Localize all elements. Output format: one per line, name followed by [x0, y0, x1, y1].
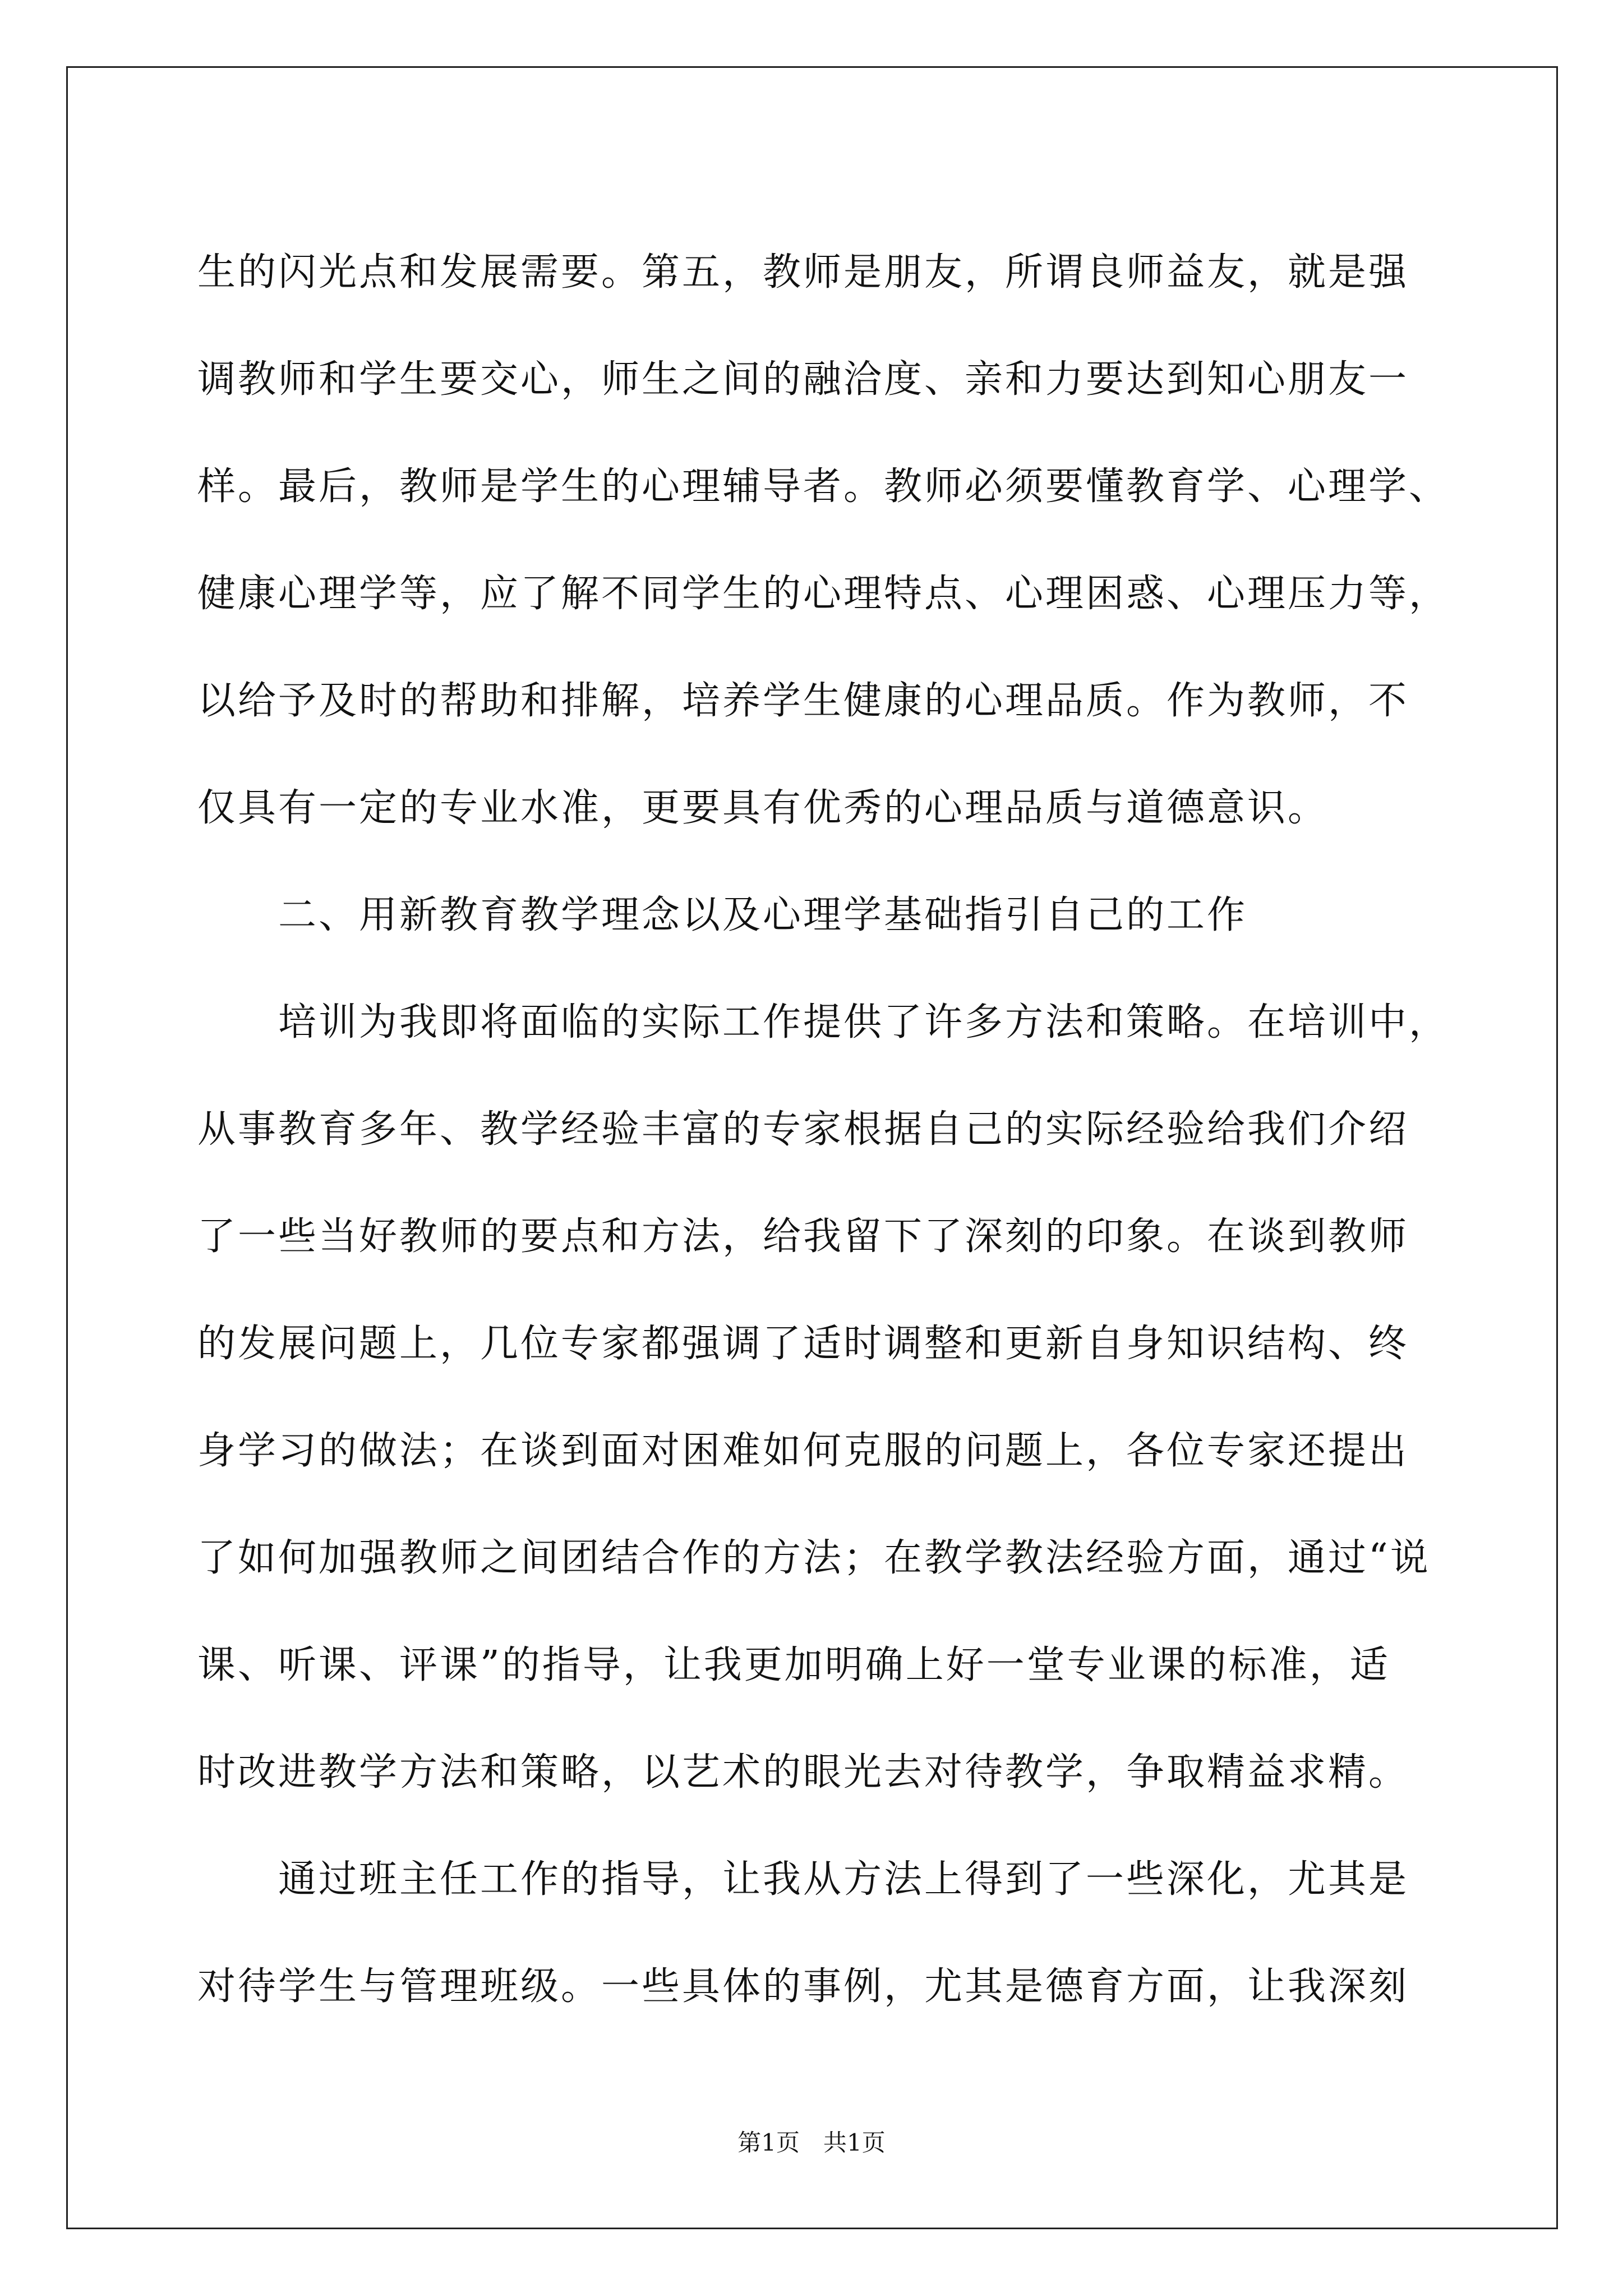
text-line: 时改进教学方法和策略，以艺术的眼光去对待教学，争取精益求精。 [197, 1750, 1409, 1795]
text-line: 培训为我即将面临的实际工作提供了许多方法和策略。在培训中， [197, 1000, 1450, 1045]
text-line: 对待学生与管理班级。一些具体的事例，尤其是德育方面，让我深刻 [197, 1964, 1409, 2009]
text-line: 的发展问题上，几位专家都强调了适时调整和更新自身知识结构、终 [197, 1322, 1409, 1366]
text-line: 从事教育多年、教学经验丰富的专家根据自己的实际经验给我们介绍 [197, 1107, 1409, 1152]
page-footer: 第1页 共1页 [737, 2129, 886, 2156]
text-line: 仅具有一定的专业水准，更要具有优秀的心理品质与道德意识。 [197, 786, 1329, 830]
text-line: 了一些当好教师的要点和方法，给我留下了深刻的印象。在谈到教师 [197, 1214, 1409, 1259]
section-heading: 二、用新教育教学理念以及心理学基础指引自己的工作 [197, 893, 1248, 937]
document-body [197, 219, 1450, 2040]
text-line: 生的闪光点和发展需要。第五，教师是朋友，所谓良师益友，就是强 [197, 250, 1409, 295]
text-line: 样。最后，教师是学生的心理辅导者。教师必须要懂教育学、心理学、 [197, 464, 1450, 509]
text-line: 以给予及时的帮助和排解，培养学生健康的心理品质。作为教师，不 [197, 679, 1409, 723]
text-line: 身学习的做法；在谈到面对困难如何克服的问题上，各位专家还提出 [197, 1429, 1409, 1473]
text-line: 调教师和学生要交心，师生之间的融洽度、亲和力要达到知心朋友一 [197, 357, 1409, 402]
text-line: 通过班主任工作的指导，让我从方法上得到了一些深化，尤其是 [197, 1857, 1409, 1902]
text-line: 健康心理学等，应了解不同学生的心理特点、心理困惑、心理压力等， [197, 572, 1450, 616]
text-line: 课、听课、评课”的指导，让我更加明确上好一堂专业课的标准，适 [197, 1643, 1390, 1687]
text-line: 了如何加强教师之间团结合作的方法；在教学教法经验方面，通过“说 [197, 1536, 1431, 1580]
